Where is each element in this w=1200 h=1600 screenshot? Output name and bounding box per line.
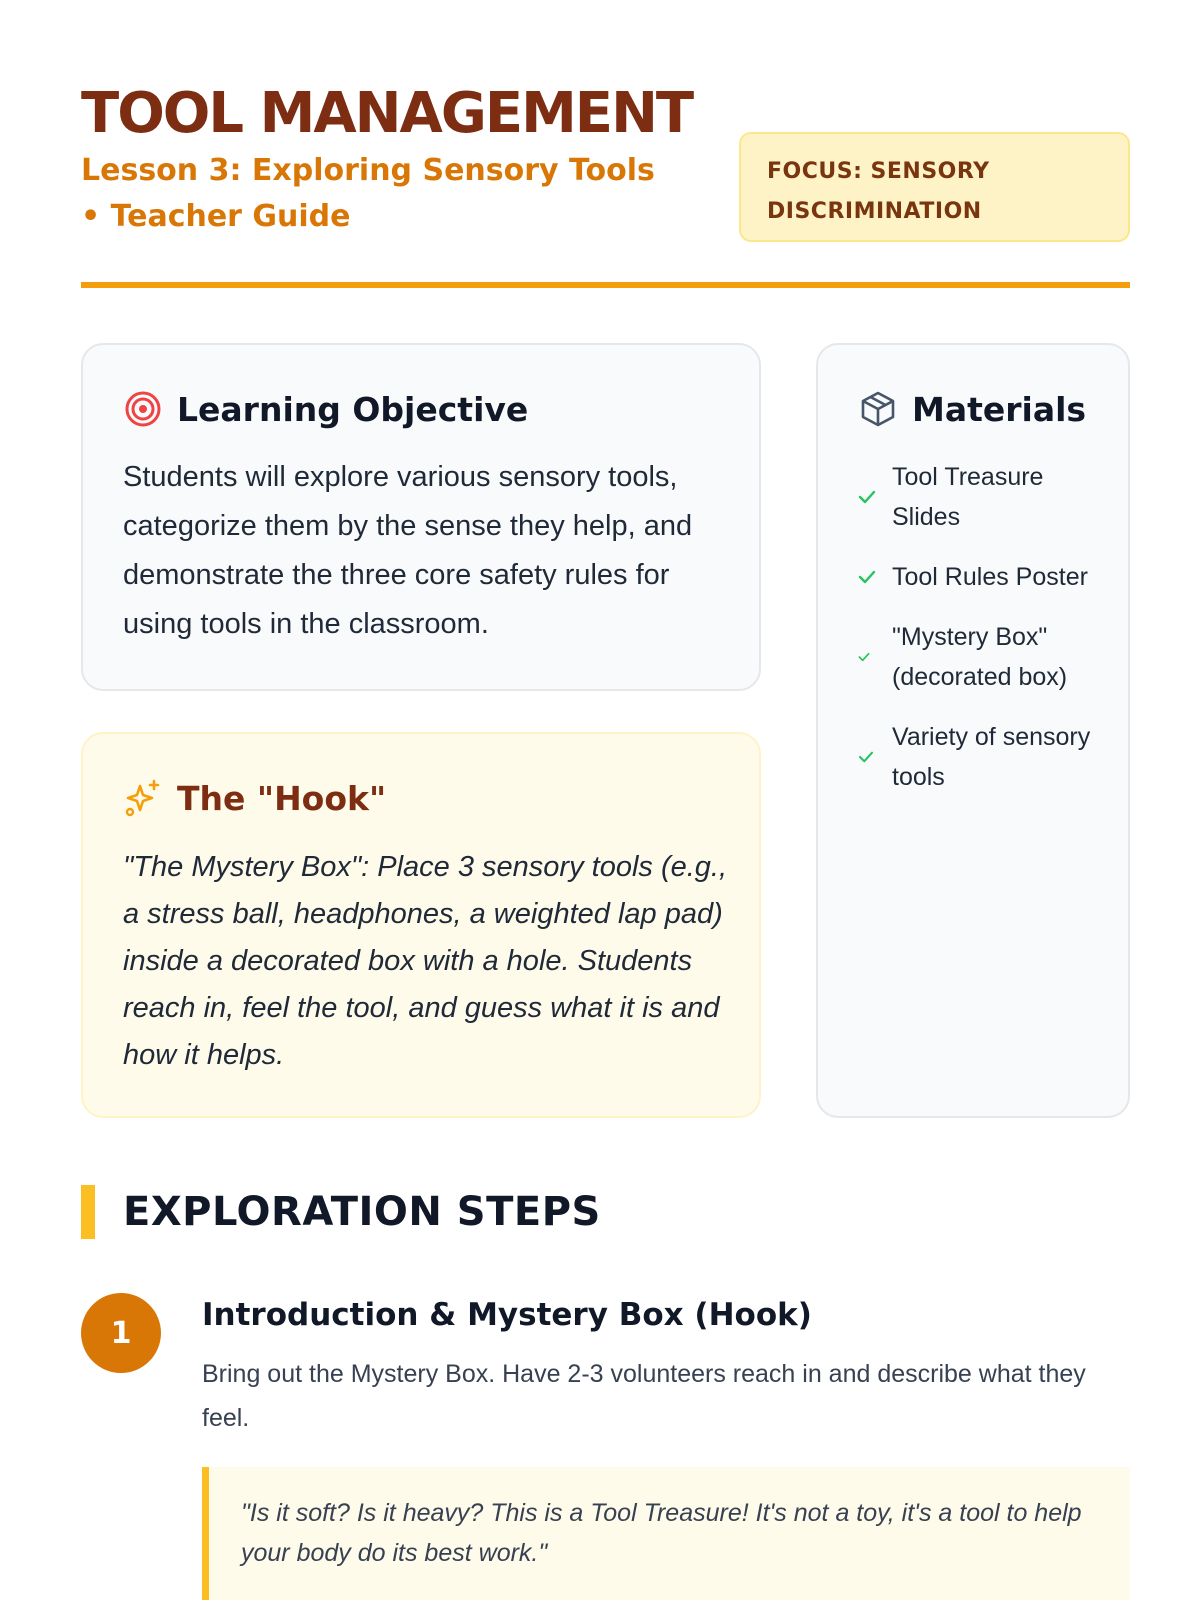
hook-heading: The "Hook" bbox=[177, 778, 387, 818]
box-icon bbox=[858, 389, 898, 429]
material-item bbox=[858, 617, 1118, 697]
header-divider bbox=[81, 282, 1130, 288]
step-title: Introduction & Mystery Box (Hook) bbox=[202, 1297, 812, 1333]
material-label: Variety of sensory tools bbox=[892, 723, 1091, 791]
hook-card bbox=[81, 732, 761, 1118]
materials-list bbox=[858, 457, 1118, 817]
check-icon bbox=[858, 751, 892, 763]
material-item bbox=[858, 717, 1118, 797]
exploration-steps-heading: EXPLORATION STEPS bbox=[123, 1189, 601, 1235]
target-icon bbox=[123, 389, 163, 429]
material-label: Tool Rules Poster bbox=[892, 563, 1088, 591]
focus-badge: FOCUS: SENSORY DISCRIMINATION bbox=[739, 132, 1130, 242]
check-icon bbox=[858, 652, 892, 662]
materials-card bbox=[816, 343, 1130, 1118]
material-item bbox=[858, 457, 1118, 537]
learning-objective-header bbox=[123, 389, 528, 429]
step-teacher-script: "Is it soft? Is it heavy? This is a Tool Treasure! It's not a toy, it's a tool to help your body do its best work." bbox=[202, 1467, 1130, 1600]
material-label: "Mystery Box" (decorated box) bbox=[892, 623, 1068, 691]
lesson-page bbox=[81, 0, 1130, 1600]
sparkles-icon bbox=[123, 778, 163, 818]
page-title: TOOL MANAGEMENT bbox=[81, 81, 693, 146]
check-icon bbox=[858, 490, 892, 504]
hook-header bbox=[123, 778, 386, 818]
lesson-subtitle: Lesson 3: Exploring Sensory Tools • Teacher Guide bbox=[81, 153, 655, 234]
step-number-badge: 1 bbox=[81, 1293, 161, 1373]
materials-heading: Materials bbox=[912, 389, 1087, 429]
materials-header bbox=[858, 389, 1086, 429]
step-description: Bring out the Mystery Box. Have 2-3 volunteers reach in and describe what they feel. bbox=[202, 1360, 1086, 1432]
section-accent-bar bbox=[81, 1185, 95, 1239]
learning-objective-card bbox=[81, 343, 761, 691]
learning-objective-text: Students will explore various sensory tools, categorize them by the sense they help, and demonstrate the three core safety rules for using tools in the classroom. bbox=[123, 461, 693, 640]
hook-text: "The Mystery Box": Place 3 sensory tools (e.g., a stress ball, headphones, a weighted lap pad) inside a decorated box with a hole. Students reach in, feel the tool, and guess what it is and how it helps. bbox=[123, 851, 728, 1071]
material-label: Tool Treasure Slides bbox=[892, 463, 1044, 531]
check-icon bbox=[858, 570, 892, 584]
learning-objective-heading: Learning Objective bbox=[177, 389, 529, 429]
material-item bbox=[858, 557, 1118, 597]
